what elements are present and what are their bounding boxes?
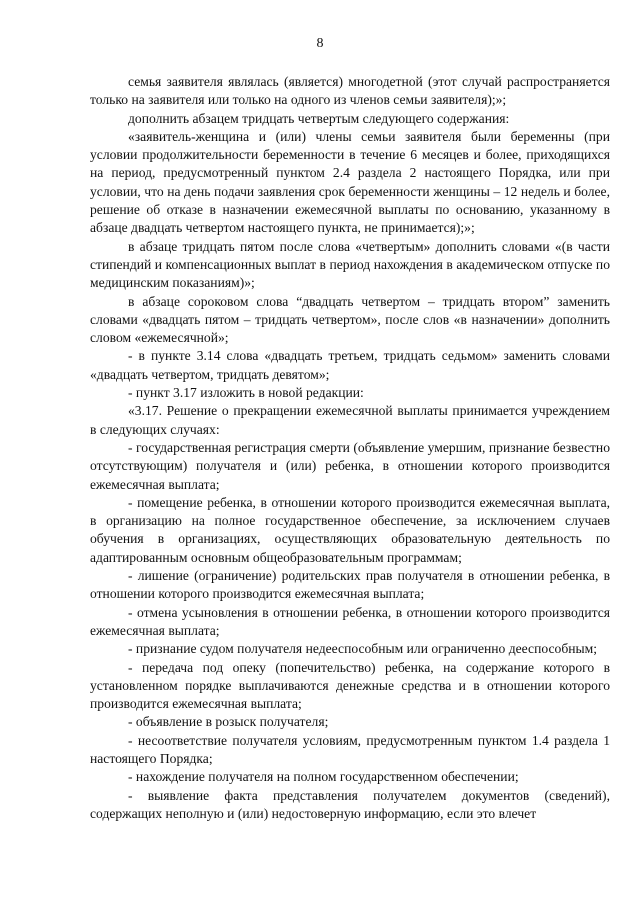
paragraph: дополнить абзацем тридцать четвертым следующего содержания: [128, 110, 510, 126]
page-number: 8 [316, 36, 324, 51]
paragraph: - в пункте 3.14 слова «двадцать третьем, тридцать седьмом» заменить словами «двадцать четвертом, тридцать девятом»; [90, 348, 610, 382]
list-item: - признание судом получателя недееспособным или ограниченно дееспособным; [128, 641, 598, 657]
list-item: - объявление в розыск получателя; [128, 714, 329, 730]
list-item: - выявление факта представления получателем документов (сведений), содержащих неполную и (или) недостоверную информацию, если это влечет [90, 787, 610, 821]
paragraph: в абзаце сороковом слова “двадцать четвертом – тридцать втором” заменить словами «двадцать пятом – тридцать четвертом», после слов «в назначении» дополнить словом «ежемесячной»; [90, 293, 610, 346]
list-item: - государственная регистрация смерти (объявление умершим, признание безвестно отсутствующим) получателя и (или) ребенка, в отношении которого производится ежемесячная выплата; [90, 439, 610, 492]
list-item: - несоответствие получателя условиям, предусмотренным пунктом 1.4 раздела 1 настоящего Порядка; [90, 732, 610, 766]
paragraph: семья заявителя являлась (является) многодетной (этот случай распространяется только на заявителя или только на одного из членов семьи заявителя);»; [90, 74, 610, 108]
list-item: - передача под опеку (попечительство) ребенка, на содержание которого в установленном порядке выплачиваются денежные средства и в отношении которого производится ежемесячная выплата; [90, 659, 610, 712]
paragraph: - пункт 3.17 изложить в новой редакции: [128, 385, 364, 401]
list-item: - отмена усыновления в отношении ребенка, в отношении которого производится ежемесячная выплата; [90, 604, 610, 638]
paragraph: в абзаце тридцать пятом после слова «четвертым» дополнить словами «(в части стипендий и компенсационных выплат в период нахождения в академическом отпуске по медицинским показаниям)»; [90, 238, 610, 291]
list-item: - помещение ребенка, в отношении которого производится ежемесячная выплата, в организацию на полное государственное обеспечение, за исключением случаев обучения в организациях, осуществляющих образовательную деятельность по адаптированным основным общеобразовательным программам; [90, 494, 610, 565]
document-body [90, 73, 610, 823]
paragraph: «3.17. Решение о прекращении ежемесячной выплаты принимается учреждением в следующих случаях: [90, 403, 610, 437]
list-item: - нахождение получателя на полном государственном обеспечении; [128, 769, 519, 785]
list-item: - лишение (ограничение) родительских прав получателя в отношении ребенка, в отношении которого производится ежемесячная выплата; [90, 568, 610, 602]
paragraph: «заявитель-женщина и (или) члены семьи заявителя были беременны (при условии продолжительности беременности в течение 6 месяцев и более, приходящихся на период, предусмотренный пунктом 2.4 раздела 2 настоящего Порядка, или при условии, что на день подачи заявления срок беременности женщины – 12 недель и более, решение об отказе в назначении ежемесячной выплаты по основанию, указанному в абзаце двадцать четвертом настоящего пункта, не принимается);»; [90, 128, 610, 236]
